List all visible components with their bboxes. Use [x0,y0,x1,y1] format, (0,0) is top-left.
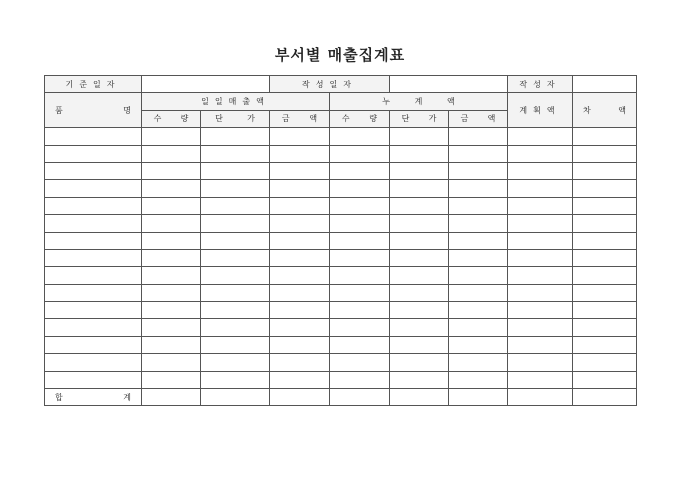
table-cell[interactable] [508,215,573,232]
table-cell[interactable] [508,197,573,214]
total-cell[interactable] [573,389,637,406]
table-cell[interactable] [270,284,330,301]
table-row [45,336,637,353]
cumulative-amount-header [449,110,508,127]
table-cell[interactable] [270,128,330,145]
table-cell[interactable] [330,319,390,336]
table-cell[interactable] [330,267,390,284]
daily-quantity-char-1: 수 [153,114,162,124]
page-title: 부서별 매출집계표 [274,46,406,64]
table-cell[interactable] [573,267,637,284]
table-cell[interactable] [45,284,142,301]
cumulative-quantity-header [330,110,390,127]
table-cell[interactable] [330,180,390,197]
table-cell[interactable] [270,162,330,179]
table-cell[interactable] [270,371,330,388]
table-cell[interactable] [573,371,637,388]
table-cell[interactable] [45,249,142,266]
table-cell[interactable] [45,180,142,197]
table-row [45,128,637,145]
daily-unit-price-char-1: 단 [215,114,223,124]
table-cell[interactable] [201,371,270,388]
table-cell[interactable] [508,267,573,284]
total-label [45,389,142,406]
table-cell[interactable] [573,215,637,232]
table-cell[interactable] [508,249,573,266]
table-cell[interactable] [330,284,390,301]
table-row [45,215,637,232]
table-cell[interactable] [449,197,508,214]
created-date-label: 작성일자 [270,76,390,93]
table-cell[interactable] [201,145,270,162]
cumulative-quantity-char-2: 량 [369,114,378,124]
daily-quantity-char-2: 량 [180,114,189,124]
table-cell[interactable] [449,145,508,162]
table-row [45,162,637,179]
table-cell[interactable] [270,180,330,197]
total-cell[interactable] [390,389,449,406]
base-date-field[interactable] [142,76,270,93]
table-cell[interactable] [142,215,201,232]
table-cell[interactable] [449,249,508,266]
table-row [45,232,637,249]
table-cell[interactable] [390,197,449,214]
difference-header [573,93,637,128]
item-name-header [45,93,142,128]
table-row [45,319,637,336]
cumulative-char-3: 액 [446,97,455,107]
table-cell[interactable] [270,354,330,371]
total-cell[interactable] [330,389,390,406]
table-cell[interactable] [573,145,637,162]
table-cell[interactable] [330,215,390,232]
table-cell[interactable] [573,284,637,301]
table-cell[interactable] [390,302,449,319]
table-cell[interactable] [142,249,201,266]
table-cell[interactable] [270,249,330,266]
table-cell[interactable] [390,267,449,284]
daily-unit-price-header [201,110,270,127]
table-cell[interactable] [330,162,390,179]
table-cell[interactable] [449,162,508,179]
table-cell[interactable] [508,336,573,353]
daily-quantity-header [142,110,201,127]
table-cell[interactable] [390,145,449,162]
table-cell[interactable] [330,197,390,214]
table-cell[interactable] [390,284,449,301]
table-cell[interactable] [201,284,270,301]
table-cell[interactable] [201,215,270,232]
cumulative-header [330,93,508,110]
table-cell[interactable] [201,319,270,336]
table-cell[interactable] [142,145,201,162]
table-cell[interactable] [45,145,142,162]
total-cell[interactable] [201,389,270,406]
table-cell[interactable] [330,145,390,162]
table-cell[interactable] [508,354,573,371]
table-cell[interactable] [142,232,201,249]
table-cell[interactable] [270,197,330,214]
table-cell[interactable] [508,145,573,162]
table-cell[interactable] [508,371,573,388]
table-cell[interactable] [330,354,390,371]
table-cell[interactable] [45,267,142,284]
table-cell[interactable] [573,128,637,145]
table-cell[interactable] [573,249,637,266]
table-cell[interactable] [449,232,508,249]
table-cell[interactable] [201,162,270,179]
table-cell[interactable] [45,197,142,214]
table-cell[interactable] [449,215,508,232]
table-cell[interactable] [390,128,449,145]
table-cell[interactable] [142,180,201,197]
table-cell[interactable] [573,319,637,336]
total-cell[interactable] [508,389,573,406]
table-cell[interactable] [508,128,573,145]
table-cell[interactable] [201,180,270,197]
base-date-label: 기준일자 [45,76,142,93]
daily-sales-header: 일일매출액 [142,93,330,110]
table-cell[interactable] [508,284,573,301]
table-cell[interactable] [270,302,330,319]
table-cell[interactable] [449,267,508,284]
table-row [45,284,637,301]
table-cell[interactable] [390,336,449,353]
created-date-field[interactable] [390,76,508,93]
table-row [45,354,637,371]
table-cell[interactable] [573,197,637,214]
table-cell[interactable] [330,336,390,353]
table-row [45,249,637,266]
table-row [45,302,637,319]
cumulative-char-1: 누 [382,97,391,107]
table-cell[interactable] [508,232,573,249]
sales-summary-table [44,75,637,406]
table-cell[interactable] [270,145,330,162]
total-char-1: 합 [55,392,63,402]
table-cell[interactable] [330,302,390,319]
table-cell[interactable] [142,336,201,353]
cumulative-quantity-char-1: 수 [341,114,350,124]
table-cell[interactable] [390,180,449,197]
table-cell[interactable] [573,336,637,353]
table-cell[interactable] [449,336,508,353]
table-cell[interactable] [508,162,573,179]
daily-amount-char-1: 금 [281,114,290,124]
table-cell[interactable] [270,267,330,284]
table-cell[interactable] [449,319,508,336]
table-cell[interactable] [508,180,573,197]
table-cell[interactable] [573,302,637,319]
table-cell[interactable] [449,302,508,319]
table-cell[interactable] [390,215,449,232]
table-cell[interactable] [390,354,449,371]
table-cell[interactable] [142,197,201,214]
table-cell[interactable] [142,302,201,319]
total-cell[interactable] [142,389,201,406]
table-cell[interactable] [45,319,142,336]
column-header-row-1 [45,93,637,110]
difference-char-1: 차 [583,105,591,115]
table-row [45,180,637,197]
table-cell[interactable] [270,215,330,232]
table-cell[interactable] [45,128,142,145]
table-cell[interactable] [142,128,201,145]
table-row [45,371,637,388]
item-name-char-2: 명 [123,105,131,115]
daily-amount-char-2: 액 [309,114,318,124]
table-cell[interactable] [201,232,270,249]
total-cell[interactable] [449,389,508,406]
table-cell[interactable] [270,319,330,336]
table-cell[interactable] [449,284,508,301]
cumulative-unit-price-char-2: 가 [428,114,437,124]
total-cell[interactable] [270,389,330,406]
table-cell[interactable] [45,354,142,371]
table-cell[interactable] [45,162,142,179]
table-cell[interactable] [449,180,508,197]
table-cell[interactable] [45,336,142,353]
table-cell[interactable] [390,249,449,266]
table-cell[interactable] [142,284,201,301]
table-cell[interactable] [508,319,573,336]
table-cell[interactable] [270,336,330,353]
table-cell[interactable] [45,232,142,249]
cumulative-char-2: 계 [414,97,423,107]
table-cell[interactable] [201,354,270,371]
table-cell[interactable] [330,232,390,249]
table-row [45,197,637,214]
table-cell[interactable] [449,354,508,371]
table-cell[interactable] [201,197,270,214]
table-cell[interactable] [142,354,201,371]
table-cell[interactable] [390,319,449,336]
daily-unit-price-char-2: 가 [247,114,255,124]
table-cell[interactable] [390,162,449,179]
table-cell[interactable] [390,232,449,249]
table-cell[interactable] [330,249,390,266]
table-cell[interactable] [201,267,270,284]
table-cell[interactable] [45,215,142,232]
total-char-2: 계 [123,392,131,402]
table-cell[interactable] [45,371,142,388]
table-cell[interactable] [573,180,637,197]
table-cell[interactable] [142,319,201,336]
table-row [45,145,637,162]
cumulative-amount-char-2: 액 [487,114,496,124]
table-cell[interactable] [573,162,637,179]
table-cell[interactable] [142,371,201,388]
table-cell[interactable] [449,128,508,145]
author-label: 작성자 [508,76,573,93]
cumulative-unit-price-header [390,110,449,127]
difference-char-2: 액 [618,105,627,115]
item-name-char-1: 품 [55,105,63,115]
table-cell[interactable] [573,232,637,249]
table-cell[interactable] [270,232,330,249]
table-cell[interactable] [45,302,142,319]
cumulative-amount-char-1: 금 [460,114,469,124]
table-cell[interactable] [142,162,201,179]
table-cell[interactable] [449,371,508,388]
table-cell[interactable] [142,267,201,284]
table-cell[interactable] [201,249,270,266]
table-cell[interactable] [201,302,270,319]
info-row [45,76,637,93]
table-row [45,267,637,284]
cumulative-unit-price-char-1: 단 [401,114,410,124]
daily-amount-header [270,110,330,127]
table-cell[interactable] [390,371,449,388]
table-cell[interactable] [330,371,390,388]
total-row [45,389,637,406]
table-cell[interactable] [201,128,270,145]
author-field[interactable] [573,76,637,93]
table-cell[interactable] [330,128,390,145]
table-cell[interactable] [508,302,573,319]
table-cell[interactable] [201,336,270,353]
table-cell[interactable] [573,354,637,371]
plan-amount-header: 계획액 [508,93,573,128]
